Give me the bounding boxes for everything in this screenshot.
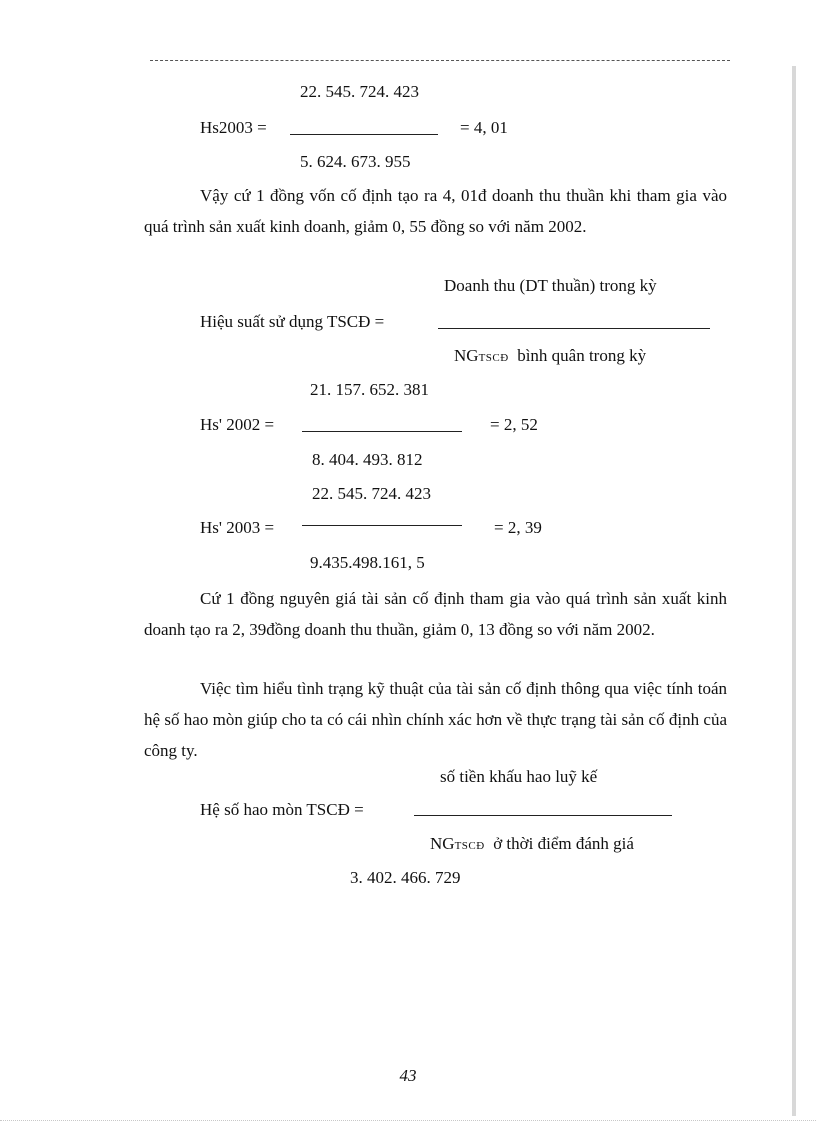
f1-label: Hs2003 = — [200, 118, 267, 137]
f3-numerator: 21. 157. 652. 381 — [310, 380, 429, 399]
f2-fraction-line — [438, 328, 710, 329]
f4-fraction-line — [302, 525, 462, 526]
header-rule — [150, 60, 730, 61]
f5-denominator: NGTSCĐ ở thời điểm đánh giá — [430, 834, 634, 853]
f4-result: = 2, 39 — [494, 518, 542, 537]
f2-numerator: Doanh thu (DT thuần) trong kỳ — [444, 276, 657, 295]
f4-denominator: 9.435.498.161, 5 — [310, 553, 425, 572]
paragraph-2: Cứ 1 đồng nguyên giá tài sản cố định tham gia vào quá trình sản xuất kinh doanh tạo ra 2, 39đồng doanh thu thuần, giảm 0, 13 đồng so với năm 2002. — [144, 589, 727, 639]
f5-fraction-line — [414, 815, 672, 816]
f1-numerator: 22. 545. 724. 423 — [300, 82, 419, 101]
f1-denominator: 5. 624. 673. 955 — [300, 152, 411, 171]
f5-numerator: số tiền khấu hao luỹ kế — [440, 767, 598, 786]
f4-label: Hs' 2003 = — [200, 518, 275, 537]
f3-denominator: 8. 404. 493. 812 — [312, 450, 423, 469]
f2-label: Hiệu suất sử dụng TSCĐ = — [200, 312, 385, 331]
paragraph-1: Vậy cứ 1 đồng vốn cố định tạo ra 4, 01đ doanh thu thuần khi tham gia vào quá trình sản xuất kinh doanh, giảm 0, 55 đồng so với năm 2002. — [144, 186, 727, 236]
paragraph-3: Việc tìm hiểu tình trạng kỹ thuật của tài sản cố định thông qua việc tính toán hệ số hao mòn giúp cho ta có cái nhìn chính xác hơn về thực trạng tài sản cố định của công ty. — [144, 679, 727, 760]
f3-fraction-line — [302, 431, 462, 432]
f5-label: Hệ số hao mòn TSCĐ = — [200, 800, 364, 819]
page-shadow — [792, 66, 796, 1116]
page-number: 43 — [399, 1066, 417, 1085]
f3-result: = 2, 52 — [490, 415, 538, 434]
f1-result: = 4, 01 — [460, 118, 508, 137]
f3-label: Hs' 2002 = — [200, 415, 275, 434]
f6-numerator: 3. 402. 466. 729 — [350, 868, 461, 887]
f2-denominator: NGTSCĐ bình quân trong kỳ — [454, 346, 647, 365]
f4-numerator: 22. 545. 724. 423 — [312, 484, 431, 503]
footer-rule — [0, 1120, 816, 1121]
f1-fraction-line — [290, 134, 438, 135]
